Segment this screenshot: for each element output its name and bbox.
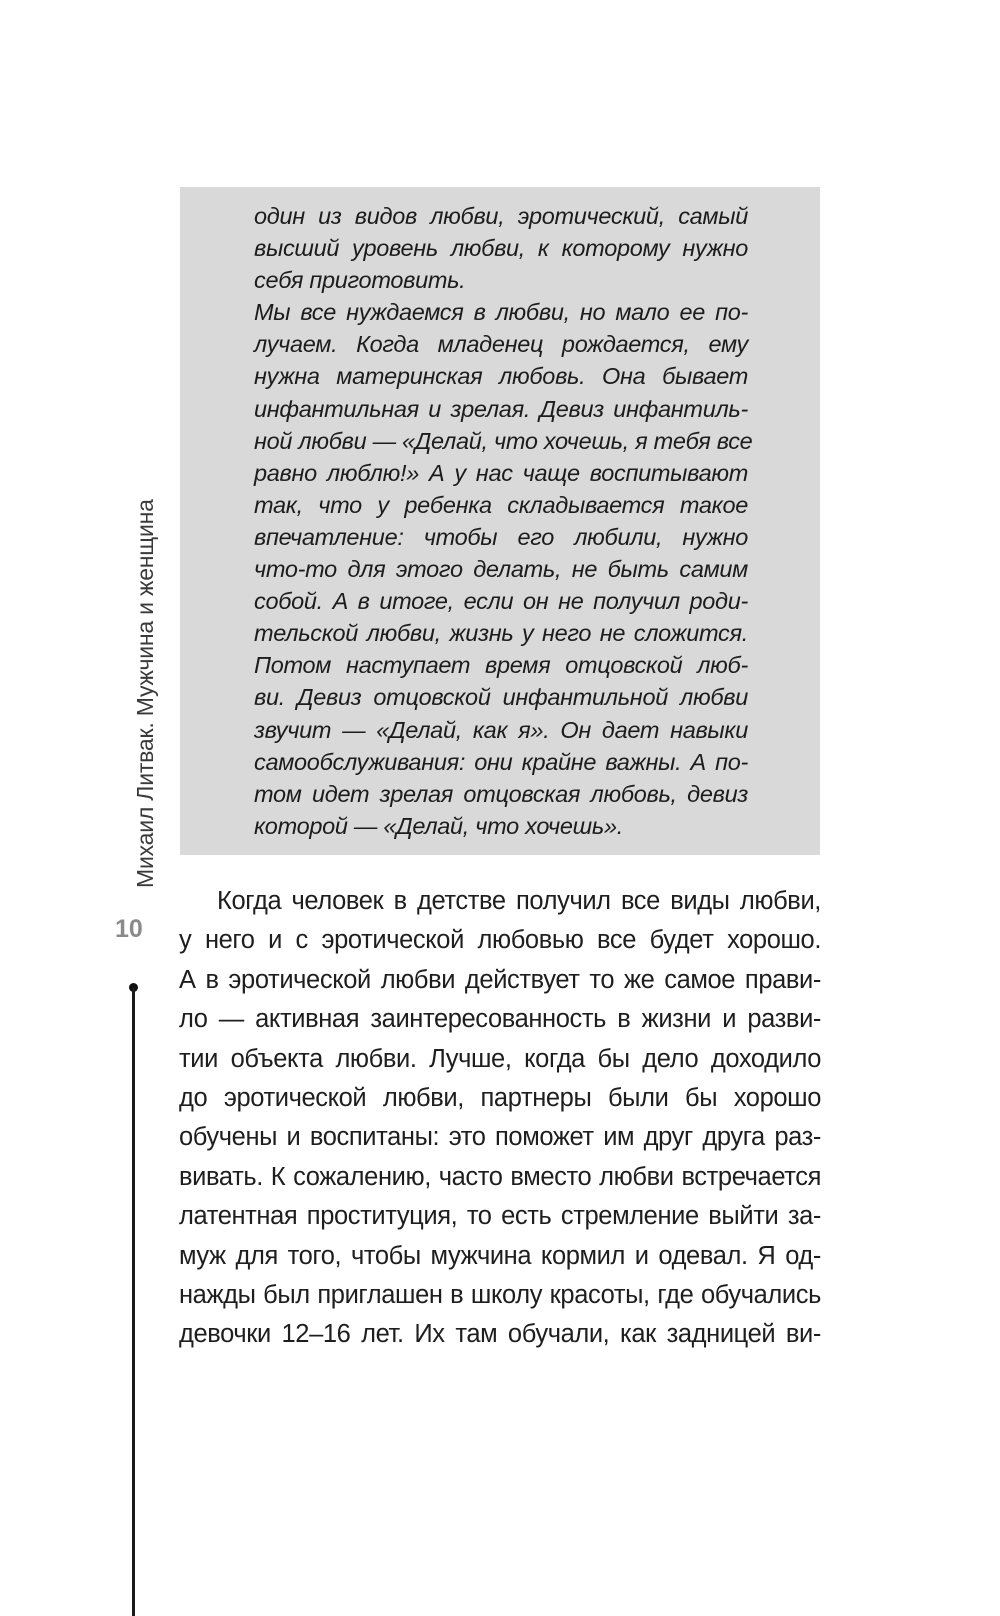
quote-line: Потом наступает время отцовской люб- <box>254 652 748 679</box>
quote-line: нужна материнская любовь. Она бывает <box>254 363 748 390</box>
quote-line: самообслуживания: они крайне важны. А по- <box>254 748 748 775</box>
body-line: вивать. К сожалению, часто вместо любви встречается <box>179 1162 821 1191</box>
body-line: тии объекта любви. Лучше, когда бы дело доходило <box>179 1044 821 1073</box>
body-line: у него и с эротической любовью все будет хорошо. <box>179 926 821 955</box>
running-head: Михаил Литвак. Мужчина и женщина <box>132 499 158 888</box>
quote-line: равно люблю!» А у нас чаще воспитывают <box>254 459 748 486</box>
body-line: Когда человек в детстве получил все виды любви, <box>217 887 821 915</box>
quote-line: инфантильная и зрелая. Девиз инфантиль- <box>254 395 748 422</box>
quote-line: так, что у ребенка складывается такое <box>254 491 748 518</box>
body-line: А в эротической любви действует то же самое прави- <box>179 965 821 994</box>
quote-line: ной любви — «Делай, что хочешь, я тебя все <box>254 427 753 454</box>
body-line: ло — активная заинтересованность в жизни и разви- <box>179 1005 821 1034</box>
quote-line: ви. Девиз отцовской инфантильной любви <box>254 684 748 711</box>
quote-block <box>254 200 753 842</box>
body-line: до эротической любви, партнеры были бы хорошо <box>179 1084 821 1113</box>
quote-line: том идет зрелая отцовская любовь, девиз <box>254 780 748 807</box>
quote-line: звучит — «Делай, как я». Он дает навыки <box>254 716 748 743</box>
quote-line: что-то для этого делать, не быть самим <box>254 556 748 583</box>
body-line: латентная проституция, то есть стремление выйти за- <box>179 1202 821 1231</box>
margin-vertical-rule <box>132 988 135 1616</box>
body-line: девочки 12–16 лет. Их там обучали, как задницей ви- <box>179 1320 821 1349</box>
body-line: муж для того, чтобы мужчина кормил и одевал. Я од- <box>179 1241 821 1270</box>
quote-line: впечатление: чтобы его любили, нужно <box>254 523 748 550</box>
body-paragraph <box>179 882 821 1355</box>
quote-line: которой — «Делай, что хочешь». <box>254 812 623 839</box>
quote-line: один из видов любви, эротический, самый <box>254 203 748 229</box>
quote-line: высший уровень любви, к которому нужно <box>254 235 748 262</box>
body-line: обучены и воспитаны: это поможет им друг друга раз- <box>179 1123 821 1152</box>
quote-line: себя приготовить. <box>254 267 466 294</box>
quote-line: Мы все нуждаемся в любви, но мало ее по- <box>254 299 748 326</box>
quote-line: лучаем. Когда младенец рождается, ему <box>254 331 748 358</box>
body-line: нажды был приглашен в школу красоты, где обучались <box>179 1281 821 1310</box>
page-number: 10 <box>115 915 143 943</box>
quote-line: собой. А в итоге, если он не получил роди- <box>254 588 748 615</box>
quote-line: тельской любви, жизнь у него не сложится. <box>254 620 748 647</box>
